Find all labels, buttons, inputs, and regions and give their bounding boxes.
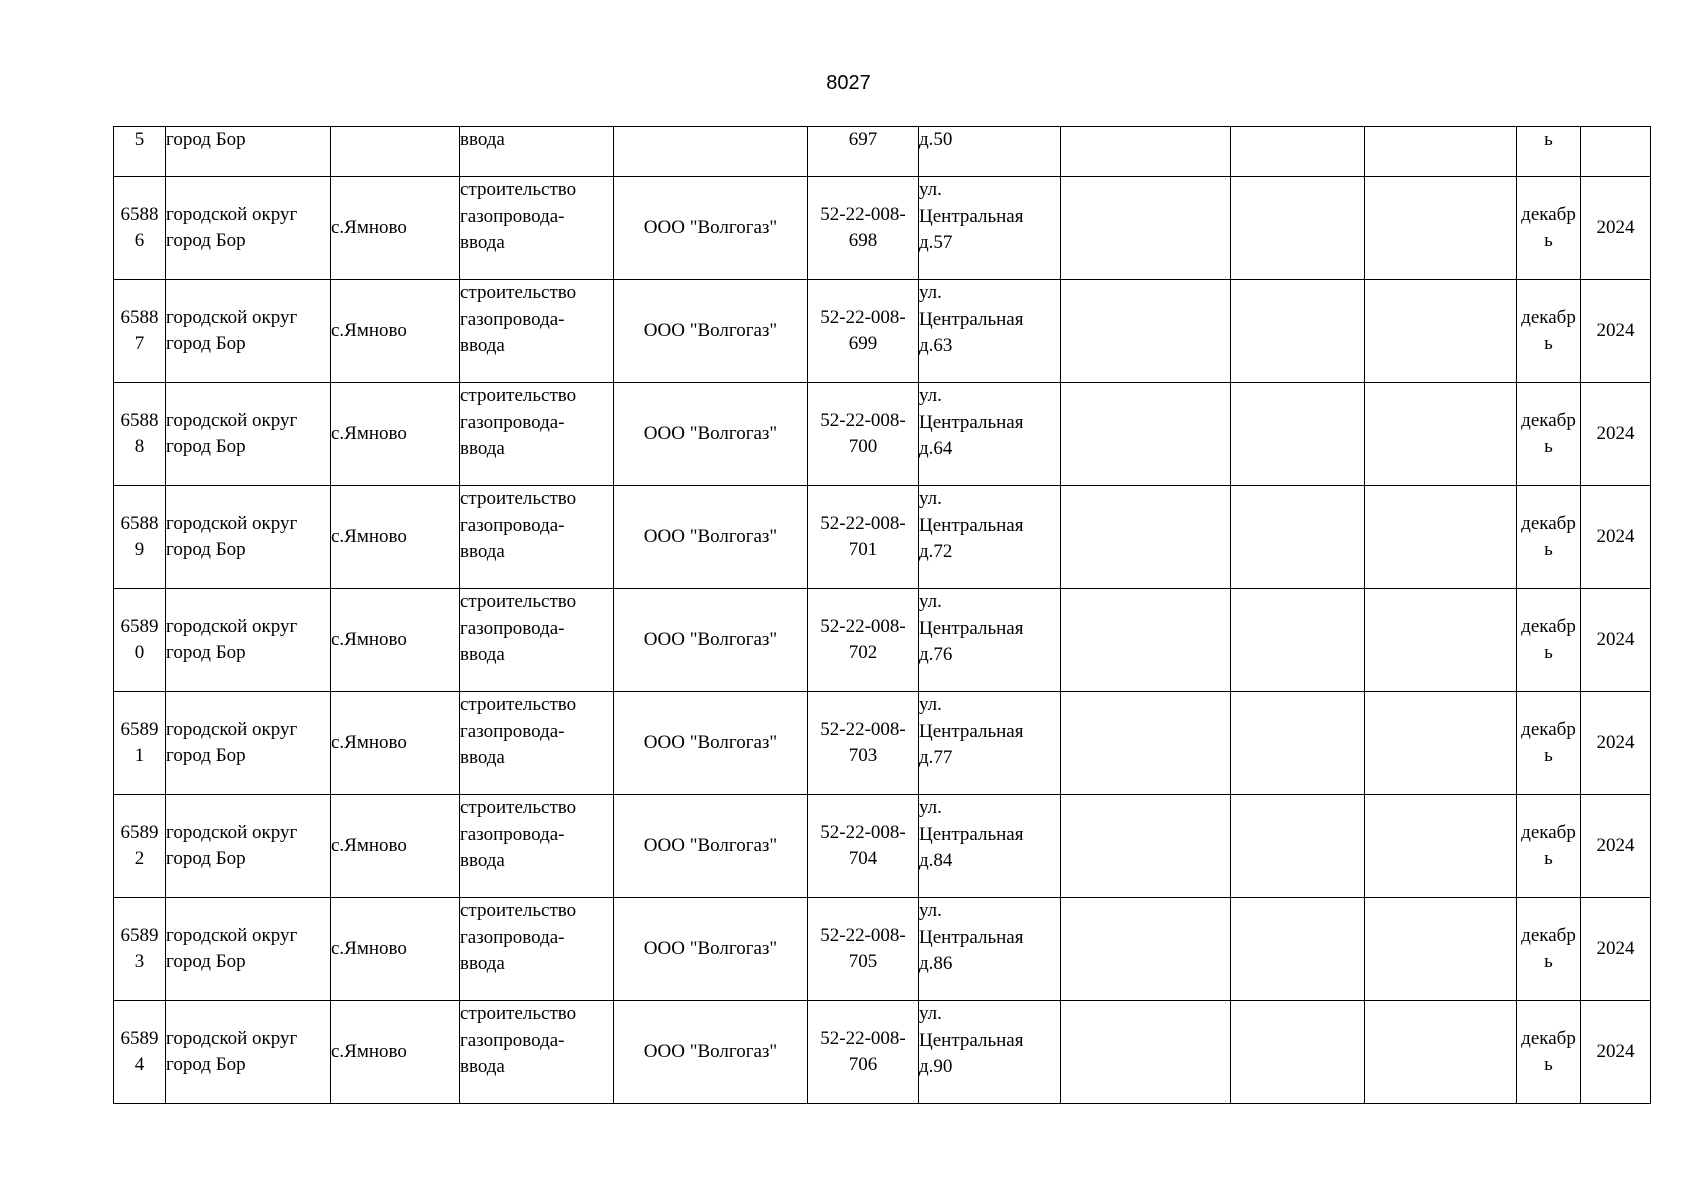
table-row xyxy=(114,127,1651,177)
row-number: 5 xyxy=(114,127,166,177)
code-cell: 52-22-008- 700 xyxy=(808,383,919,486)
code-cell: 52-22-008- 703 xyxy=(808,692,919,795)
empty-cell xyxy=(1061,177,1231,280)
year-cell: 2024 xyxy=(1581,589,1651,692)
municipality-cell: городской округ город Бор xyxy=(166,280,331,383)
row-number: 6589 1 xyxy=(114,692,166,795)
address-cell: ул. Центральная д.64 xyxy=(919,383,1061,486)
row-number: 6588 8 xyxy=(114,383,166,486)
empty-cell xyxy=(1365,486,1517,589)
row-number: 6589 3 xyxy=(114,898,166,1001)
table-row xyxy=(114,177,1651,280)
empty-cell xyxy=(1365,383,1517,486)
empty-cell xyxy=(1365,127,1517,177)
table-row xyxy=(114,383,1651,486)
month-cell: декабр ь xyxy=(1517,486,1581,589)
locality-cell: с.Ямново xyxy=(331,177,460,280)
organization-cell: ООО "Волгогаз" xyxy=(614,486,808,589)
month-cell: декабр ь xyxy=(1517,1001,1581,1104)
empty-cell xyxy=(1231,692,1365,795)
month-cell: декабр ь xyxy=(1517,898,1581,1001)
address-cell: д.50 xyxy=(919,127,1061,177)
code-cell: 52-22-008- 698 xyxy=(808,177,919,280)
table-row xyxy=(114,280,1651,383)
empty-cell xyxy=(1365,898,1517,1001)
year-cell: 2024 xyxy=(1581,898,1651,1001)
empty-cell xyxy=(1061,383,1231,486)
row-number: 6588 9 xyxy=(114,486,166,589)
work-cell: строительство газопровода- ввода xyxy=(460,280,614,383)
empty-cell xyxy=(1231,898,1365,1001)
row-number: 6589 0 xyxy=(114,589,166,692)
municipality-cell: городской округ город Бор xyxy=(166,383,331,486)
empty-cell xyxy=(1231,127,1365,177)
table-row xyxy=(114,1001,1651,1104)
month-cell: декабр ь xyxy=(1517,795,1581,898)
code-cell: 52-22-008- 706 xyxy=(808,1001,919,1104)
municipality-cell: городской округ город Бор xyxy=(166,486,331,589)
organization-cell: ООО "Волгогаз" xyxy=(614,795,808,898)
address-cell: ул. Центральная д.77 xyxy=(919,692,1061,795)
empty-cell xyxy=(1061,1001,1231,1104)
empty-cell xyxy=(1231,177,1365,280)
code-cell: 697 xyxy=(808,127,919,177)
work-cell: ввода xyxy=(460,127,614,177)
empty-cell xyxy=(1231,280,1365,383)
year-cell: 2024 xyxy=(1581,486,1651,589)
empty-cell xyxy=(1061,280,1231,383)
work-cell: строительство газопровода- ввода xyxy=(460,177,614,280)
code-cell: 52-22-008- 705 xyxy=(808,898,919,1001)
year-cell: 2024 xyxy=(1581,1001,1651,1104)
locality-cell: с.Ямново xyxy=(331,280,460,383)
page-number: 8027 xyxy=(826,72,871,94)
year-cell: 2024 xyxy=(1581,383,1651,486)
empty-cell xyxy=(1061,898,1231,1001)
municipality-cell: городской округ город Бор xyxy=(166,795,331,898)
table-row xyxy=(114,898,1651,1001)
work-cell: строительство газопровода- ввода xyxy=(460,486,614,589)
year-cell xyxy=(1581,127,1651,177)
row-number: 6588 7 xyxy=(114,280,166,383)
municipality-cell: городской округ город Бор xyxy=(166,589,331,692)
organization-cell xyxy=(614,127,808,177)
month-cell: декабр ь xyxy=(1517,177,1581,280)
empty-cell xyxy=(1365,177,1517,280)
table-row xyxy=(114,486,1651,589)
row-number: 6589 4 xyxy=(114,1001,166,1104)
month-cell: декабр ь xyxy=(1517,589,1581,692)
address-cell: ул. Центральная д.72 xyxy=(919,486,1061,589)
empty-cell xyxy=(1061,795,1231,898)
year-cell: 2024 xyxy=(1581,795,1651,898)
municipality-cell: городской округ город Бор xyxy=(166,692,331,795)
municipality-cell: городской округ город Бор xyxy=(166,177,331,280)
row-number: 6588 6 xyxy=(114,177,166,280)
empty-cell xyxy=(1231,486,1365,589)
organization-cell: ООО "Волгогаз" xyxy=(614,383,808,486)
table-row xyxy=(114,795,1651,898)
address-cell: ул. Центральная д.84 xyxy=(919,795,1061,898)
empty-cell xyxy=(1061,486,1231,589)
code-cell: 52-22-008- 701 xyxy=(808,486,919,589)
work-cell: строительство газопровода- ввода xyxy=(460,692,614,795)
code-cell: 52-22-008- 704 xyxy=(808,795,919,898)
empty-cell xyxy=(1231,1001,1365,1104)
empty-cell xyxy=(1365,280,1517,383)
address-cell: ул. Центральная д.63 xyxy=(919,280,1061,383)
empty-cell xyxy=(1365,692,1517,795)
municipality-cell: городской округ город Бор xyxy=(166,898,331,1001)
work-cell: строительство газопровода- ввода xyxy=(460,1001,614,1104)
month-cell: ь xyxy=(1517,127,1581,177)
code-cell: 52-22-008- 702 xyxy=(808,589,919,692)
month-cell: декабр ь xyxy=(1517,280,1581,383)
locality-cell: с.Ямново xyxy=(331,692,460,795)
organization-cell: ООО "Волгогаз" xyxy=(614,589,808,692)
empty-cell xyxy=(1365,1001,1517,1104)
locality-cell: с.Ямново xyxy=(331,589,460,692)
locality-cell: с.Ямново xyxy=(331,898,460,1001)
locality-cell: с.Ямново xyxy=(331,795,460,898)
address-cell: ул. Центральная д.57 xyxy=(919,177,1061,280)
registry-table xyxy=(113,126,1651,1104)
organization-cell: ООО "Волгогаз" xyxy=(614,1001,808,1104)
empty-cell xyxy=(1061,589,1231,692)
work-cell: строительство газопровода- ввода xyxy=(460,383,614,486)
code-cell: 52-22-008- 699 xyxy=(808,280,919,383)
year-cell: 2024 xyxy=(1581,177,1651,280)
empty-cell xyxy=(1061,692,1231,795)
year-cell: 2024 xyxy=(1581,280,1651,383)
address-cell: ул. Центральная д.90 xyxy=(919,1001,1061,1104)
organization-cell: ООО "Волгогаз" xyxy=(614,898,808,1001)
organization-cell: ООО "Волгогаз" xyxy=(614,280,808,383)
locality-cell: с.Ямново xyxy=(331,383,460,486)
empty-cell xyxy=(1365,589,1517,692)
row-number: 6589 2 xyxy=(114,795,166,898)
work-cell: строительство газопровода- ввода xyxy=(460,795,614,898)
locality-cell xyxy=(331,127,460,177)
empty-cell xyxy=(1231,589,1365,692)
locality-cell: с.Ямново xyxy=(331,1001,460,1104)
work-cell: строительство газопровода- ввода xyxy=(460,589,614,692)
empty-cell xyxy=(1231,795,1365,898)
table-row xyxy=(114,589,1651,692)
organization-cell: ООО "Волгогаз" xyxy=(614,692,808,795)
municipality-cell: городской округ город Бор xyxy=(166,1001,331,1104)
municipality-cell: город Бор xyxy=(166,127,331,177)
address-cell: ул. Центральная д.76 xyxy=(919,589,1061,692)
table-row xyxy=(114,692,1651,795)
work-cell: строительство газопровода- ввода xyxy=(460,898,614,1001)
locality-cell: с.Ямново xyxy=(331,486,460,589)
address-cell: ул. Центральная д.86 xyxy=(919,898,1061,1001)
empty-cell xyxy=(1061,127,1231,177)
empty-cell xyxy=(1365,795,1517,898)
year-cell: 2024 xyxy=(1581,692,1651,795)
organization-cell: ООО "Волгогаз" xyxy=(614,177,808,280)
month-cell: декабр ь xyxy=(1517,383,1581,486)
month-cell: декабр ь xyxy=(1517,692,1581,795)
empty-cell xyxy=(1231,383,1365,486)
